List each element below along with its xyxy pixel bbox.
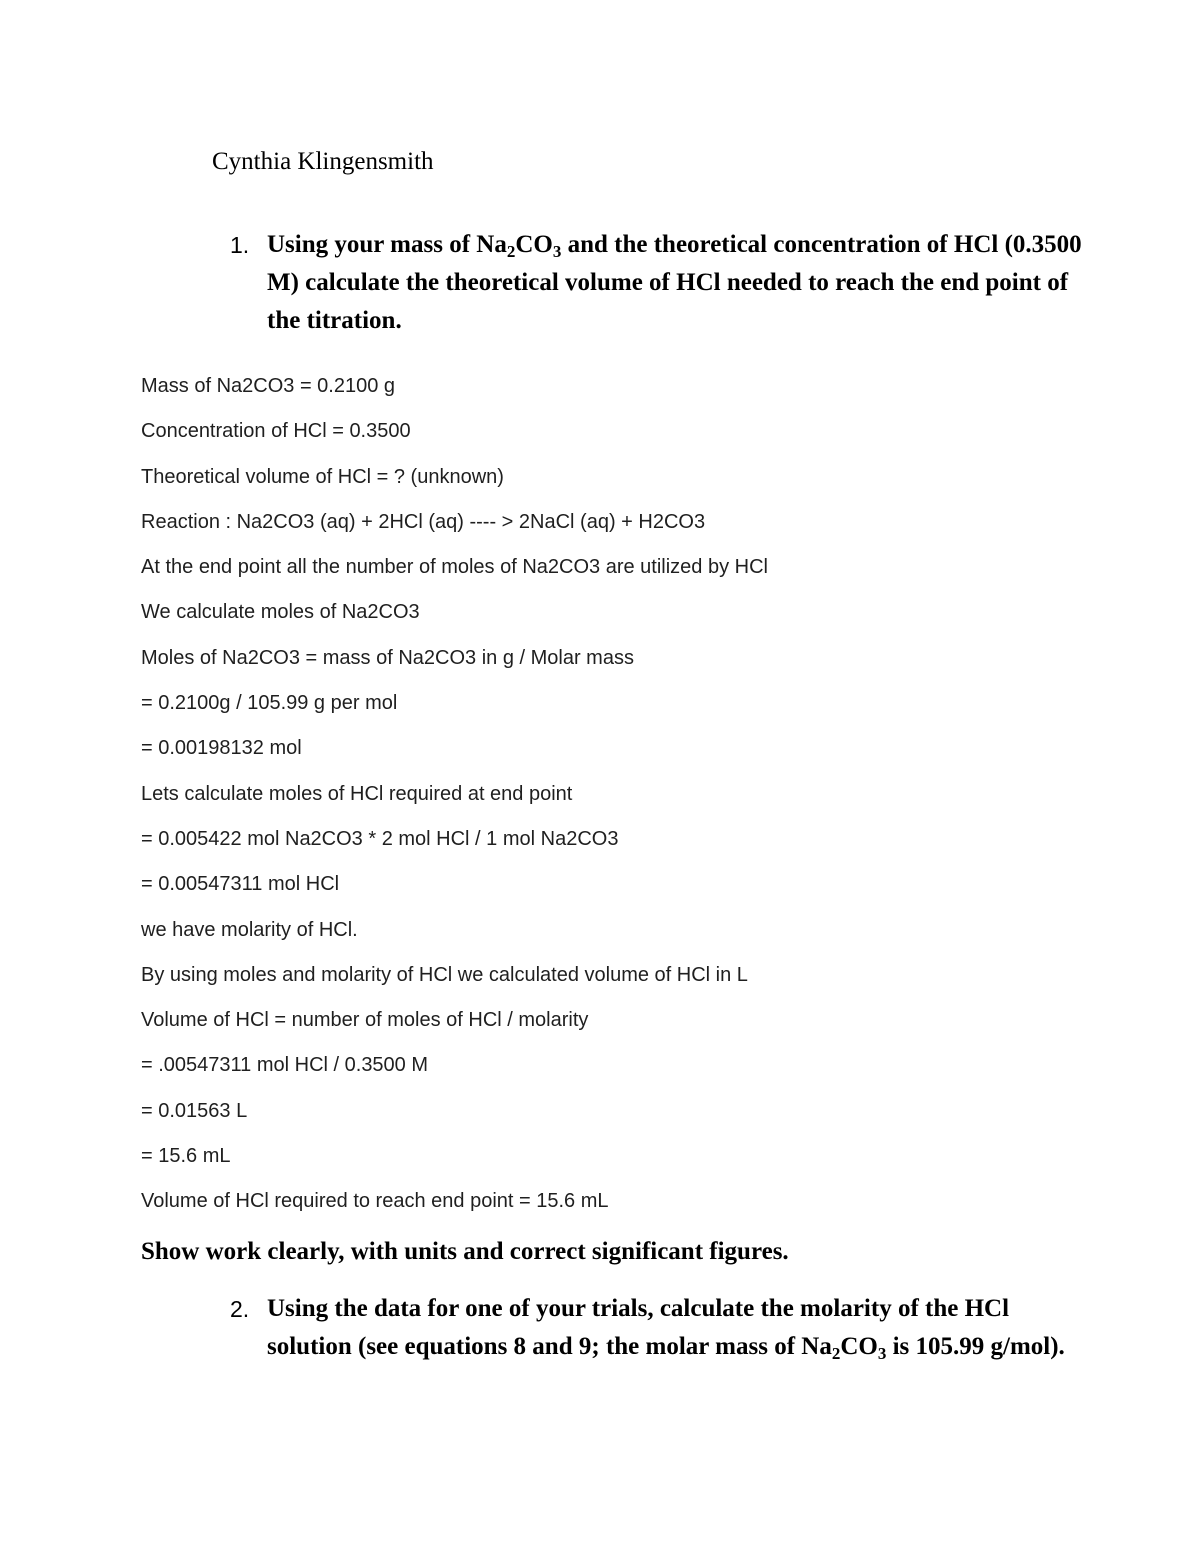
question-1-text-part-b: CO: [515, 231, 553, 258]
author-name: Cynthia Klingensmith: [212, 148, 434, 175]
question-2-text: [267, 1290, 1090, 1366]
answer-line: Concentration of HCl = 0.3500: [141, 420, 411, 443]
answer-line: = 0.2100g / 105.99 g per mol: [141, 692, 398, 715]
question-2-text-part-c: is 105.99 g/mol).: [886, 1333, 1065, 1360]
answer-line: = 15.6 mL: [141, 1145, 231, 1168]
question-2-subscript-b: 3: [877, 1344, 887, 1363]
answer-line: Mass of Na2CO3 = 0.2100 g: [141, 375, 396, 397]
question-1-text-part-c: and the theoretical concentration of HCl (0.3500 M) calculate the theoretical volume of HCl needed to reach the end point of the titration.: [267, 231, 1082, 334]
question-2-number: 2.: [230, 1296, 250, 1322]
question-2: [230, 1290, 1090, 1366]
answer-line: = 0.00198132 mol: [141, 737, 302, 760]
show-work-instruction: Show work clearly, with units and correct significant figures.: [141, 1238, 789, 1265]
answer-line: Reaction : Na2CO3 (aq) + 2HCl (aq) ---- > 2NaCl (aq) + H2CO3: [141, 510, 706, 533]
answer-line: = 0.00547311 mol HCl: [141, 873, 340, 896]
answer-line: By using moles and molarity of HCl we calculated volume of HCl in L: [141, 963, 748, 986]
question-1: [230, 226, 1090, 340]
answer-line: = .00547311 mol HCl / 0.3500 M: [141, 1054, 429, 1077]
answer-line: = 0.01563 L: [141, 1099, 248, 1122]
answer-line: Volume of HCl = number of moles of HCl / molarity: [141, 1009, 589, 1032]
answer-line: Lets calculate moles of HCl required at end point: [141, 782, 573, 805]
question-1-text: [267, 226, 1090, 340]
answer-line: we have molarity of HCl.: [141, 918, 358, 941]
question-1-subscript-b: 3: [552, 242, 562, 261]
question-2-subscript-a: 2: [831, 1344, 841, 1363]
question-1-number: 1.: [230, 232, 250, 258]
answer-line: At the end point all the number of moles of Na2CO3 are utilized by HCl: [141, 556, 768, 579]
question-2-text-part-a: Using the data for one of your trials, calculate the molarity of the HCl solution (see equations 8 and 9; the molar mass of Na: [267, 1295, 1010, 1360]
answer-work: [141, 371, 768, 1232]
question-2-text-part-b: CO: [840, 1333, 878, 1360]
answer-line: We calculate moles of Na2CO3: [141, 601, 420, 624]
question-1-subscript-a: 2: [506, 242, 516, 261]
answer-line: = 0.005422 mol Na2CO3 * 2 mol HCl / 1 mol Na2CO3: [141, 827, 619, 850]
answer-line: Moles of Na2CO3 = mass of Na2CO3 in g / Molar mass: [141, 646, 634, 669]
question-1-text-part-a: Using your mass of Na: [267, 231, 507, 258]
answer-line: Theoretical volume of HCl = ? (unknown): [141, 465, 504, 488]
answer-line: Volume of HCl required to reach end point = 15.6 mL: [141, 1190, 609, 1213]
